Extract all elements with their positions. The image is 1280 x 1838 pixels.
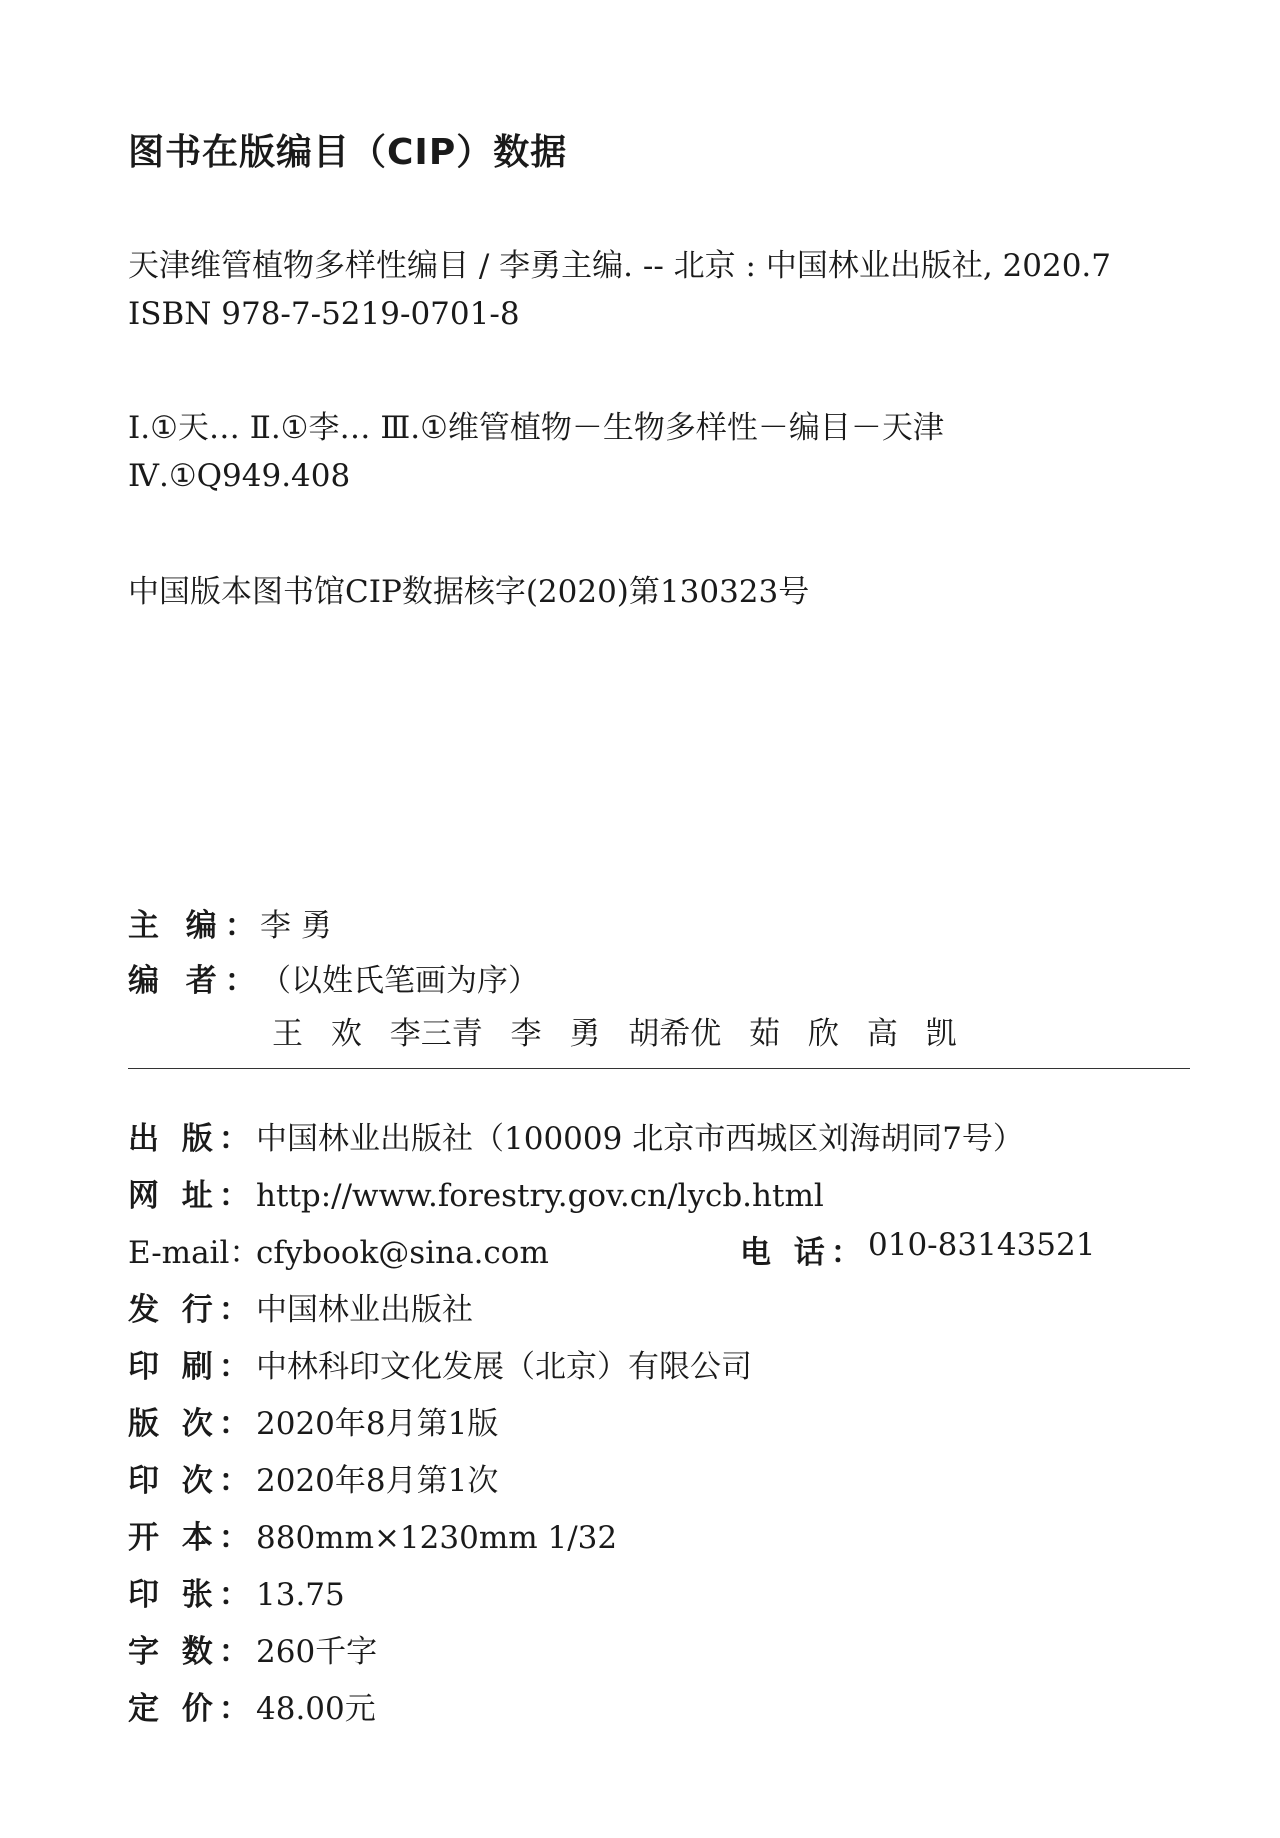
format-row xyxy=(128,1512,617,1557)
price-label: 定 价： xyxy=(128,1691,256,1727)
website-row xyxy=(128,1170,824,1215)
edition-row xyxy=(128,1398,498,1443)
isbn-line: ISBN 978-7-5219-0701-8 xyxy=(128,296,520,332)
sheets-value: 13.75 xyxy=(256,1577,345,1613)
editors-row xyxy=(128,955,539,1000)
cip-catalog-line: 天津维管植物多样性编目 / 李勇主编. -- 北京 : 中国林业出版社, 2020.7 xyxy=(128,248,1111,284)
printer-value: 中林科印文化发展（北京）有限公司 xyxy=(256,1349,752,1385)
price-value: 48.00元 xyxy=(256,1691,376,1727)
website-label: 网 址： xyxy=(128,1178,256,1214)
printer-row xyxy=(128,1341,752,1386)
price-row xyxy=(128,1683,376,1728)
format-label: 开 本： xyxy=(128,1520,256,1556)
editor-in-chief-row xyxy=(128,900,332,945)
cip-title: 图书在版编目（CIP）数据 xyxy=(128,132,568,173)
printing-value: 2020年8月第1次 xyxy=(256,1463,499,1499)
editors-note: （以姓氏笔画为序） xyxy=(260,963,539,999)
email-label: E-mail： xyxy=(128,1235,261,1271)
publisher-row xyxy=(128,1113,1024,1158)
editors-list: 王 欢 李三青 李 勇 胡希优 茹 欣 高 凯 xyxy=(272,1016,957,1052)
printing-label: 印 次： xyxy=(128,1463,256,1499)
section-divider xyxy=(128,1068,1190,1069)
editor-in-chief-name: 李 勇 xyxy=(260,908,332,944)
edition-value: 2020年8月第1版 xyxy=(256,1406,499,1442)
contact-row xyxy=(128,1227,1096,1272)
wordcount-label: 字 数： xyxy=(128,1634,256,1670)
cip-verification-number: 中国版本图书馆CIP数据核字(2020)第130323号 xyxy=(128,574,810,610)
distributor-label: 发 行： xyxy=(128,1292,256,1328)
editors-label: 编 者： xyxy=(128,963,264,999)
classification-line-2: Ⅳ.①Q949.408 xyxy=(128,458,351,494)
format-value: 880mm×1230mm 1/32 xyxy=(256,1520,618,1556)
publisher-label: 出 版： xyxy=(128,1121,256,1157)
email-value: cfybook@sina.com xyxy=(256,1235,549,1271)
publisher-value: 中国林业出版社（100009 北京市西城区刘海胡同7号） xyxy=(256,1121,1024,1157)
phone-value: 010-83143521 xyxy=(868,1227,1096,1263)
phone-label: 电 话： xyxy=(740,1235,868,1271)
edition-label: 版 次： xyxy=(128,1406,256,1442)
editor-in-chief-label: 主 编： xyxy=(128,908,264,944)
wordcount-row xyxy=(128,1626,377,1671)
distributor-row xyxy=(128,1284,473,1329)
sheets-row xyxy=(128,1569,345,1614)
printing-row xyxy=(128,1455,498,1500)
printer-label: 印 刷： xyxy=(128,1349,256,1385)
distributor-value: 中国林业出版社 xyxy=(256,1292,473,1328)
website-value: http://www.forestry.gov.cn/lycb.html xyxy=(256,1178,824,1214)
classification-line-1: Ⅰ.①天… Ⅱ.①李… Ⅲ.①维管植物－生物多样性－编目－天津 xyxy=(128,410,944,446)
wordcount-value: 260千字 xyxy=(256,1634,378,1670)
sheets-label: 印 张： xyxy=(128,1577,256,1613)
